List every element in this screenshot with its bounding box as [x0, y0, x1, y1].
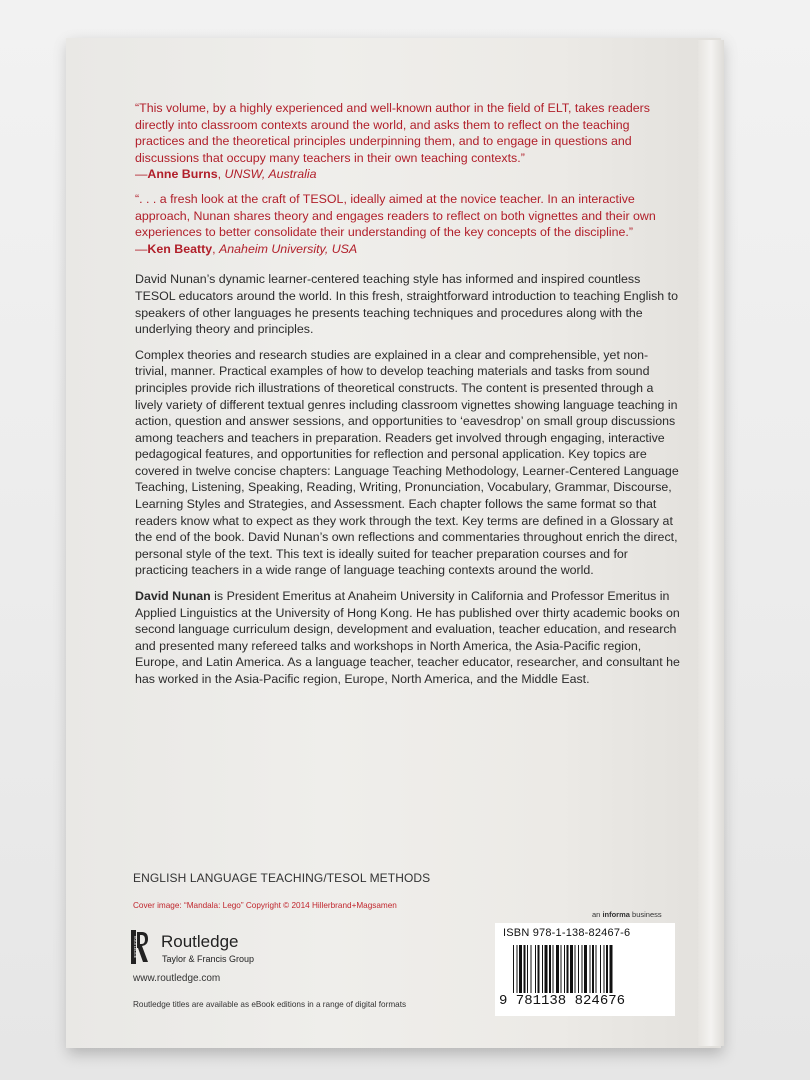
subject-category: ENGLISH LANGUAGE TEACHING/TESOL METHODS [133, 871, 431, 885]
publisher-name: Routledge [161, 932, 239, 951]
description-paragraph: Complex theories and research studies are explained in a clear and comprehensible, yet non-trivial, manner. Practical examples of how to develop teaching materials and tasks from sound principles provide rich illustrations of theoretical constructs. The content is presented through a lively variety of different textual genres including classroom vignettes showing language teaching in action, question and answer sessions, and opportunities to ‘eavesdrop’ on small group discussions among teachers and teachers in preparation. Readers get involved through engaging, interactive pedagogical features, and opportunities for reflection and personal application. Key topics are covered in twelve concise chapters: Language Teaching Methodology, Learner-Centered Language Teaching, Listening, Speaking, Reading, Writing, Pronunciation, Vocabulary, Grammar, Discourse, Learning Styles and Strategies, and Assessment. Each chapter follows the same format so that readers know what to expect as they work through the text. Key terms are defined in a Glossary at the end of the book. David Nunan’s own reflections and commentaries throughout enrich the direct, personal style of the text. This text is ideally suited for teacher preparation courses and for practicing teachers in a wide range of language teaching contexts around the world. [135, 347, 679, 578]
quote-attribution: —Ken Beatty, Anaheim University, USA [135, 241, 358, 256]
publisher-website: www.routledge.com [133, 973, 221, 984]
quote-affiliation: UNSW, Australia [224, 167, 317, 182]
cover-text [135, 100, 680, 697]
routledge-r-icon [131, 930, 149, 964]
description-paragraph: David Nunan’s dynamic learner-centered teaching style has informed and inspired countless TESOL educators around the world. In this fresh, straightforward introduction to teaching English to speakers of other languages he presents teaching techniques and procedures along with the underlying theory and principles. [135, 272, 678, 337]
isbn-barcode-box [495, 923, 675, 1016]
isbn-label: ISBN 978-1-138-82467-6 [503, 927, 631, 939]
barcode-icon [513, 945, 663, 993]
svg-text:ROUTLEDGE: ROUTLEDGE [133, 935, 138, 959]
quote-attribution: —Anne Burns, UNSW, Australia [135, 167, 317, 182]
isbn-digits: 9 781138 824676 [499, 993, 626, 1009]
quote-author: Ken Beatty [147, 241, 213, 256]
author-name: David Nunan [135, 589, 211, 604]
book-page-edge [698, 40, 724, 1046]
author-bio: David Nunan is President Emeritus at Anaheim University in California and Professor Emeritus in Applied Linguistics at the University of Hong Kong. He has published over thirty academic books on second language curriculum design, development and evaluation, teacher education, and research and presented many refereed talks and workshops in North America, the Asia-Pacific region, Europe, and Latin America. As a language teacher, teacher educator, researcher, and consultant he has worked in the Asia-Pacific region, Europe, North America, and the Middle East. [135, 589, 680, 686]
review-quote-1 [135, 100, 680, 183]
quote-author: Anne Burns [147, 167, 218, 182]
informa-business-note: an informa business [592, 910, 662, 919]
publisher-group: Taylor & Francis Group [162, 954, 255, 964]
quote-affiliation: Anaheim University, USA [219, 241, 358, 256]
quote-text: “This volume, by a highly experienced and well-known author in the field of ELT, takes readers directly into classroom contexts around the world, and asks them to reflect on the teaching practices and the theoretical principles underpinning them, and to engage in questions and discussions that occupy many teachers in their own teaching contexts.” [135, 101, 650, 165]
review-quote-2 [135, 191, 680, 257]
quote-text: “. . . a fresh look at the craft of TESOL, ideally aimed at the novice teacher. In an interactive approach, Nunan shares theory and engages readers to reflect on both vignettes and their own experiences to better consolidate their understanding of the key concepts of the discipline.” [135, 191, 656, 240]
cover-image-credit: Cover image: “Mandala: Lego” Copyright © 2014 Hillerbrand+Magsamen [133, 901, 397, 910]
ebook-note: Routledge titles are available as eBook editions in a range of digital formats [133, 1000, 407, 1009]
